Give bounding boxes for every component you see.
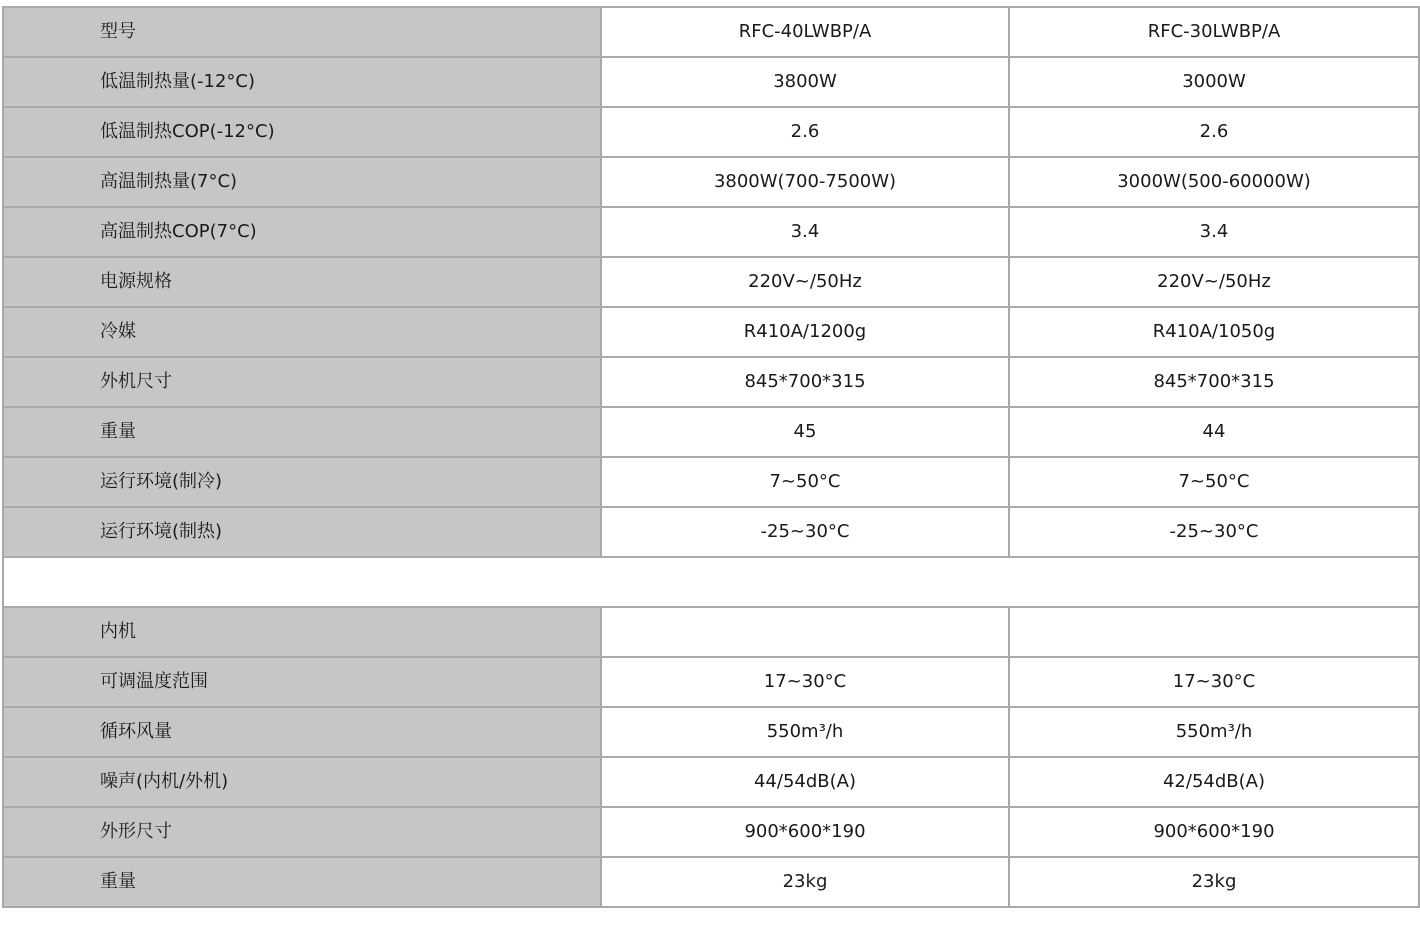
table-row	[3, 107, 1419, 157]
value-model-40: 23kg	[601, 857, 1009, 907]
value-model-30: 550m³/h	[1009, 707, 1419, 757]
row-label: 高温制热COP(7°C)	[3, 207, 601, 257]
spacer-row	[3, 557, 1419, 607]
row-label: 运行环境(制热)	[3, 507, 601, 557]
table-row	[3, 307, 1419, 357]
row-label: 电源规格	[3, 257, 601, 307]
table-row	[3, 757, 1419, 807]
value-model-40: R410A/1200g	[601, 307, 1009, 357]
table-row	[3, 157, 1419, 207]
value-model-40: RFC-40LWBP/A	[601, 7, 1009, 57]
row-label: 高温制热量(7°C)	[3, 157, 601, 207]
outdoor-section	[3, 7, 1419, 557]
value-model-40: 7~50°C	[601, 457, 1009, 507]
value-model-30: -25~30°C	[1009, 507, 1419, 557]
row-label: 外形尺寸	[3, 807, 601, 857]
value-model-30: 3000W	[1009, 57, 1419, 107]
table-row	[3, 207, 1419, 257]
row-label: 重量	[3, 857, 601, 907]
value-model-30: 44	[1009, 407, 1419, 457]
value-model-40	[601, 607, 1009, 657]
value-model-40: 220V~/50Hz	[601, 257, 1009, 307]
value-model-30: 23kg	[1009, 857, 1419, 907]
row-label: 噪声(内机/外机)	[3, 757, 601, 807]
table-row	[3, 657, 1419, 707]
table-row	[3, 407, 1419, 457]
row-label: 可调温度范围	[3, 657, 601, 707]
table-row	[3, 807, 1419, 857]
value-model-40: 45	[601, 407, 1009, 457]
table-row	[3, 457, 1419, 507]
value-model-40: 3800W(700-7500W)	[601, 157, 1009, 207]
row-label: 冷媒	[3, 307, 601, 357]
row-label: 内机	[3, 607, 601, 657]
value-model-30: 3.4	[1009, 207, 1419, 257]
table-row	[3, 357, 1419, 407]
table-row	[3, 607, 1419, 657]
table-row	[3, 257, 1419, 307]
row-label: 型号	[3, 7, 601, 57]
value-model-30: RFC-30LWBP/A	[1009, 7, 1419, 57]
table-row	[3, 507, 1419, 557]
value-model-40: 845*700*315	[601, 357, 1009, 407]
row-label: 低温制热量(-12°C)	[3, 57, 601, 107]
value-model-40: 900*600*190	[601, 807, 1009, 857]
value-model-40: -25~30°C	[601, 507, 1009, 557]
table-row	[3, 857, 1419, 907]
value-model-40: 2.6	[601, 107, 1009, 157]
table-row	[3, 57, 1419, 107]
value-model-30: 900*600*190	[1009, 807, 1419, 857]
value-model-30: 17~30°C	[1009, 657, 1419, 707]
row-label: 低温制热COP(-12°C)	[3, 107, 601, 157]
indoor-section	[3, 607, 1419, 907]
table-row	[3, 707, 1419, 757]
row-label: 外机尺寸	[3, 357, 601, 407]
row-label: 循环风量	[3, 707, 601, 757]
row-label: 重量	[3, 407, 601, 457]
section-spacer	[3, 557, 1419, 607]
value-model-40: 550m³/h	[601, 707, 1009, 757]
value-model-30: R410A/1050g	[1009, 307, 1419, 357]
value-model-40: 17~30°C	[601, 657, 1009, 707]
value-model-40: 3.4	[601, 207, 1009, 257]
value-model-30	[1009, 607, 1419, 657]
value-model-30: 42/54dB(A)	[1009, 757, 1419, 807]
value-model-30: 7~50°C	[1009, 457, 1419, 507]
value-model-30: 845*700*315	[1009, 357, 1419, 407]
value-model-30: 3000W(500-60000W)	[1009, 157, 1419, 207]
spec-table	[2, 6, 1420, 908]
value-model-40: 3800W	[601, 57, 1009, 107]
value-model-30: 2.6	[1009, 107, 1419, 157]
value-model-30: 220V~/50Hz	[1009, 257, 1419, 307]
row-label: 运行环境(制冷)	[3, 457, 601, 507]
spacer-cell	[3, 557, 1419, 607]
table-row	[3, 7, 1419, 57]
value-model-40: 44/54dB(A)	[601, 757, 1009, 807]
